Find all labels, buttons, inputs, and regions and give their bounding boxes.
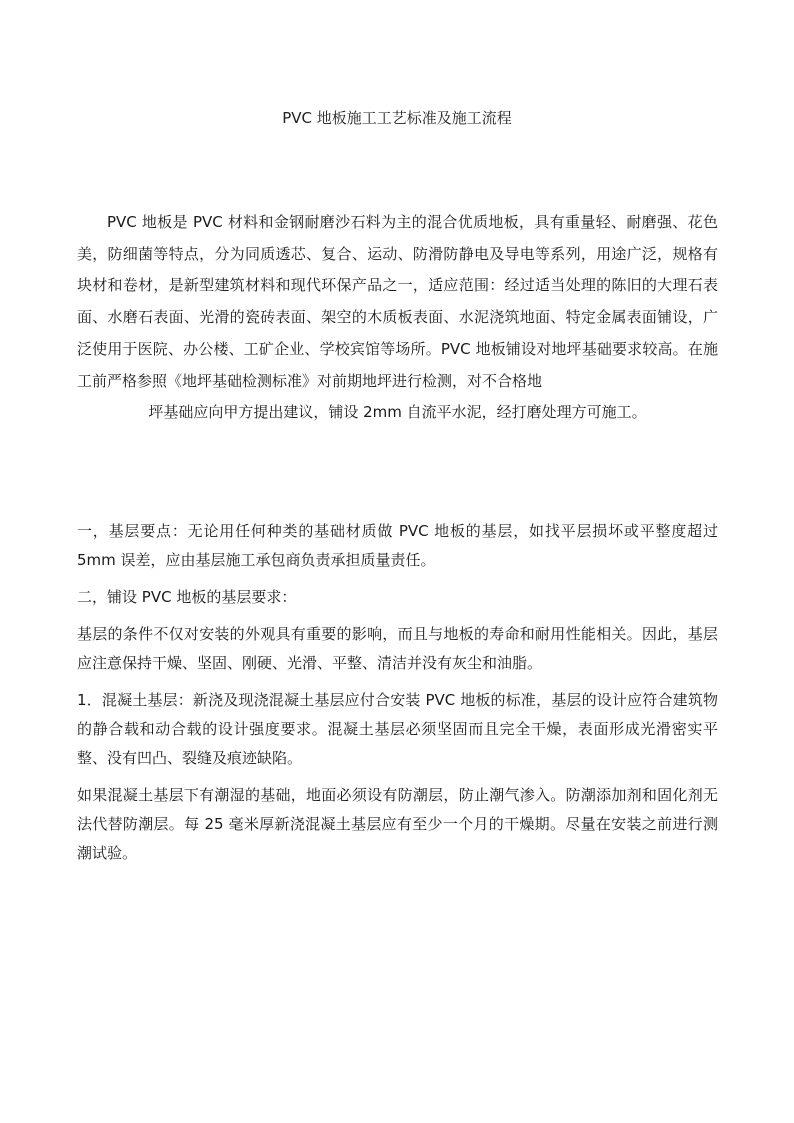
section-2-heading: 二，铺设 PVC 地板的基层要求： (77, 588, 297, 606)
section-2-paragraph: 基层的条件不仅对安装的外观具有重要的影响，而且与地板的寿命和耐用性能相关。因此，基层应注意保持干燥、坚固、刚硬、光滑、平整、清洁并没有灰尘和油脂。 (77, 625, 718, 672)
item-1-paragraph: 1．混凝土基层：新浇及现浇混凝土基层应付合安装 PVC 地板的标准，基层的设计应符合建筑物的静合载和动合载的设计强度要求。混凝土基层必须坚固而且完全干燥，表面形成光滑密实平整、没有凹凸、裂缝及痕迹缺陷。 (77, 691, 718, 767)
item-1-followup-paragraph: 如果混凝土基层下有潮湿的基础，地面必须设有防潮层，防止潮气渗入。防潮添加剂和固化剂无法代替防潮层。每 25 毫米厚新浇混凝土基层应有至少一个月的干燥期。尽量在安装之前进行测潮试验。 (77, 786, 718, 862)
document-title: PVC 地板施工工艺标准及施工流程 (282, 109, 512, 127)
intro-main-text: PVC 地板是 PVC 材料和金钢耐磨沙石料为主的混合优质地板，具有重量轻、耐磨强、花色美，防细菌等特点，分为同质透芯、复合、运动、防滑防静电及导电等系列，用途广泛，规格有块材和卷材，是新型建筑材料和现代环保产品之一，适应范围：经过适当处理的陈旧的大理石表面、水磨石表面、光滑的瓷砖表面、架空的木质板表面、水泥浇筑地面、特定金属表面铺设，广泛使用于医院、办公楼、工矿企业、学校宾馆等场所。PVC 地板铺设对地坪基础要求较高。在施工前严格参照《地坪基础检测标准》对前期地坪进行检测，对不合格地 (77, 213, 718, 390)
document-body (77, 517, 718, 876)
intro-paragraph (77, 207, 718, 429)
section-1-paragraph: 一，基层要点：无论用任何种类的基础材质做 PVC 地板的基层，如找平层损坏或平整度超过 5mm 误差，应由基层施工承包商负责承担质量责任。 (77, 522, 718, 569)
intro-last-line: 坪基础应向甲方提出建议，铺设 2mm 自流平水泥，经打磨处理方可施工。 (148, 403, 647, 422)
